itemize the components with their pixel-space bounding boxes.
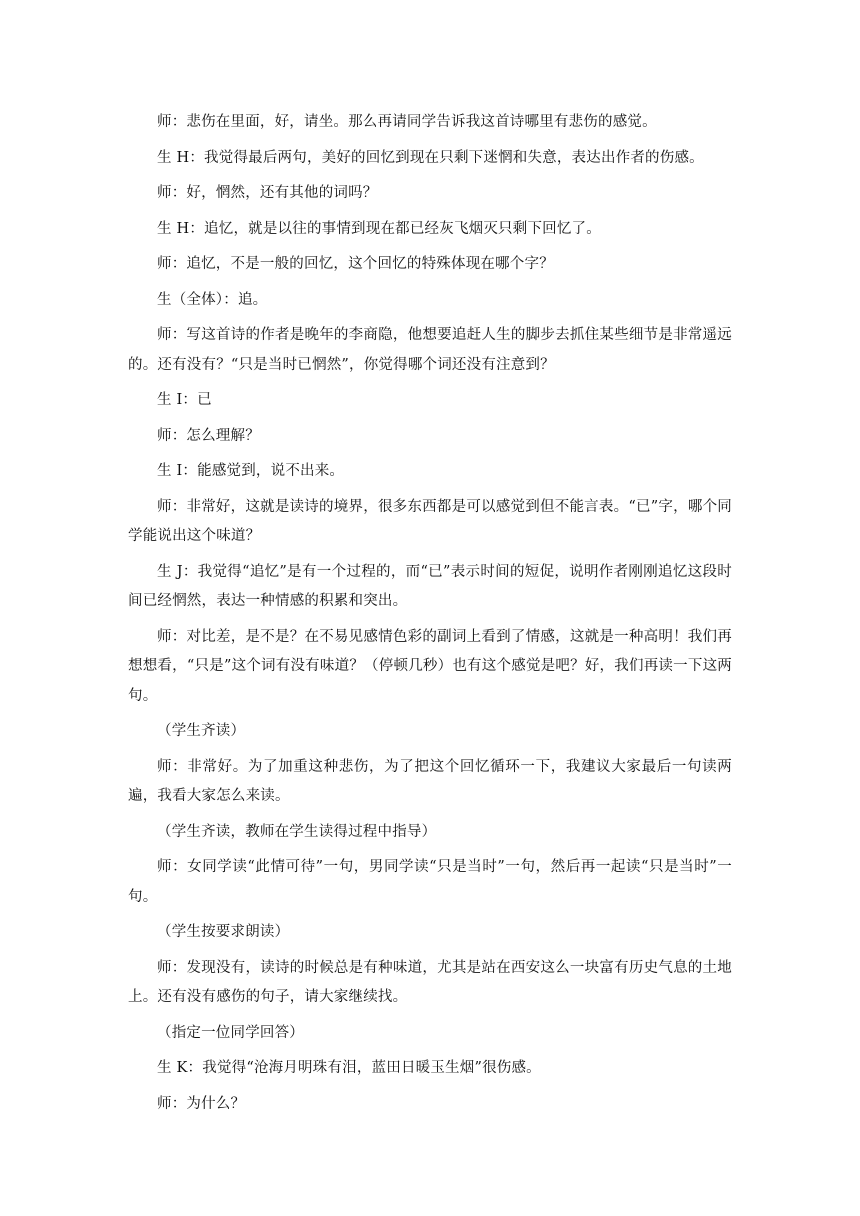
document-body xyxy=(128,108,732,1125)
paragraph: 生 H：我觉得最后两句，美好的回忆到现在只剩下迷惘和失意，表达出作者的伤感。 xyxy=(157,149,704,166)
paragraph: 生 I：已 xyxy=(157,392,212,408)
paragraph: （学生齐读，教师在学生读得过程中指导） xyxy=(157,823,437,840)
paragraph: 生 J：我觉得“追忆”是有一个过程的，而“已”表示时间的短促，说明作者刚刚追忆这段时间已经惘然，表达一种情感的积累和突出。 xyxy=(128,563,732,609)
paragraph: 师：为什么？ xyxy=(157,1095,246,1112)
paragraph: 师：怎么理解？ xyxy=(157,427,260,444)
paragraph: 生 I：能感觉到，说不出来。 xyxy=(157,463,345,479)
paragraph: 师：写这首诗的作者是晚年的李商隐，他想要追赶人生的脚步去抓住某些细节是非常遥远的。还有没有？“只是当时已惘然”，你觉得哪个词还没有注意到？ xyxy=(128,327,732,373)
paragraph: 生（全体）：追。 xyxy=(157,291,268,308)
paragraph: 师：对比差，是不是？在不易见感情色彩的副词上看到了情感，这就是一种高明！我们再想想看，“只是”这个词有没有味道？（停顿几秒）也有这个感觉是吧？好，我们再读一下这两句。 xyxy=(128,628,732,704)
paragraph: 师：非常好，这就是读诗的境界，很多东西都是可以感觉到但不能言表。“已”字，哪个同学能说出这个味道？ xyxy=(128,498,732,544)
paragraph: 师：女同学读“此情可待”一句，男同学读“只是当时”一句，然后再一起读“只是当时”一句。 xyxy=(128,859,732,905)
paragraph: 师：好，惘然，还有其他的词吗？ xyxy=(157,185,378,201)
paragraph: 师：追忆，不是一般的回忆，这个回忆的特殊体现在哪个字？ xyxy=(157,256,554,272)
paragraph: （学生齐读） xyxy=(157,723,246,739)
paragraph: 生 H：追忆，就是以往的事情到现在都已经灰飞烟灭只剩下回忆了。 xyxy=(157,220,601,237)
paragraph: 师：发现没有，读诗的时候总是有种味道，尤其是站在西安这么一块富有历史气息的土地上。还有没有感伤的句子，请大家继续找。 xyxy=(128,959,732,1005)
paragraph: 师：悲伤在里面，好，请坐。那么再请同学告诉我这首诗哪里有悲伤的感觉。 xyxy=(157,114,657,130)
paragraph: （指定一位同学回答） xyxy=(157,1024,304,1041)
paragraph: （学生按要求朗读） xyxy=(157,924,290,940)
paragraph: 生 K：我觉得“沧海月明珠有泪，蓝田日暖玉生烟”很伤感。 xyxy=(157,1060,541,1076)
paragraph: 师：非常好。为了加重这种悲伤，为了把这个回忆循环一下，我建议大家最后一句读两遍，我看大家怎么来读。 xyxy=(128,758,732,804)
